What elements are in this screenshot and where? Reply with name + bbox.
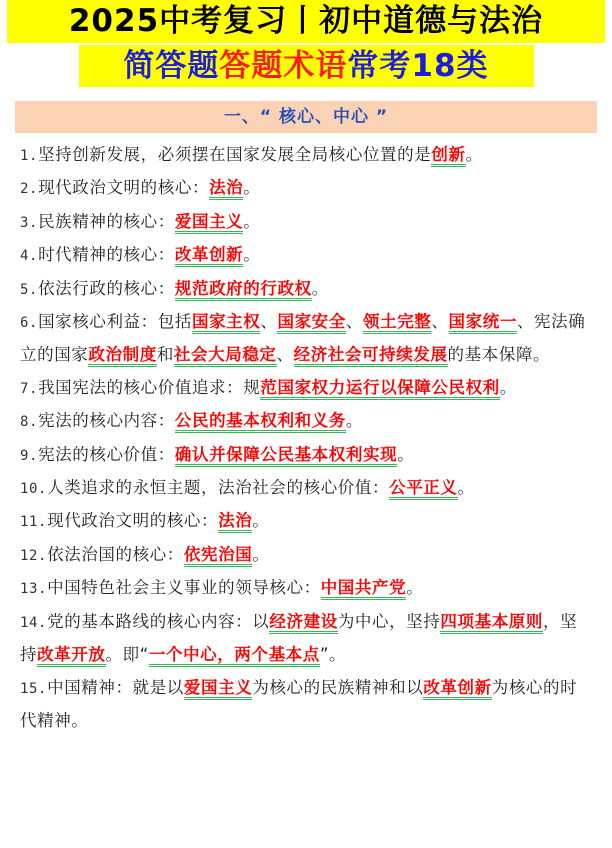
keyword: 国家安全 xyxy=(277,312,345,334)
item-text: 。即“ xyxy=(105,645,149,665)
item-text: 党的基本路线的核心内容：以 xyxy=(47,611,270,631)
item-number: 11. xyxy=(20,514,48,531)
item-text: 现代政治文明的核心： xyxy=(47,511,219,531)
page-subtitle xyxy=(79,45,534,87)
item-number: 8. xyxy=(20,414,39,431)
item-text: 为核心的民族精神和以 xyxy=(252,677,424,697)
keyword: 范国家权力运行以保障公民权利 xyxy=(260,378,499,400)
item-text: 和 xyxy=(156,345,174,365)
item-number: 9. xyxy=(20,447,39,464)
list-item xyxy=(20,139,592,172)
item-text: 时代精神的核心： xyxy=(38,245,175,265)
item-text: 国家核心利益：包括 xyxy=(38,312,192,332)
list-item xyxy=(20,505,592,538)
item-text: 中国特色社会主义事业的领导核心： xyxy=(47,578,321,598)
item-text: 宪法的核心价值： xyxy=(38,444,175,464)
item-text: ”。 xyxy=(319,645,347,665)
keyword: 公平正义 xyxy=(389,478,457,500)
list-item xyxy=(20,672,592,738)
list-item xyxy=(20,606,592,672)
item-text: 。 xyxy=(345,411,363,431)
item-number: 14. xyxy=(20,614,48,631)
list-item xyxy=(20,572,592,605)
item-text: 。 xyxy=(397,444,415,464)
item-text: 我国宪法的核心价值追求：规 xyxy=(38,377,261,397)
item-text: 人类追求的永恒主题，法治社会的核心价值： xyxy=(47,478,390,498)
item-number: 4. xyxy=(20,248,39,265)
subtitle-part-1: 简答题 xyxy=(123,48,220,84)
item-text: 为中心，坚持 xyxy=(337,611,441,631)
item-text: 、宪法确立的国家 xyxy=(20,312,586,365)
keyword: 确认并保障公民基本权利实现 xyxy=(175,445,397,467)
list-item xyxy=(20,439,592,472)
item-number: 12. xyxy=(20,547,48,564)
title-block xyxy=(0,0,612,87)
keyword: 法治 xyxy=(218,511,252,533)
keyword: 国家统一 xyxy=(449,312,517,334)
item-number: 2. xyxy=(20,181,39,198)
keyword: 法治 xyxy=(209,178,243,200)
item-text: 依法行政的核心： xyxy=(38,278,175,298)
keyword: 社会大局稳定 xyxy=(174,345,277,367)
term-list xyxy=(20,139,592,737)
item-text: 、 xyxy=(260,312,278,332)
item-text: 的基本保障。 xyxy=(447,345,551,365)
item-number: 15. xyxy=(20,680,48,697)
keyword: 一个中心，两个基本点 xyxy=(149,645,320,667)
item-number: 3. xyxy=(20,214,39,231)
keyword: 爱国主义 xyxy=(184,678,252,700)
item-text: 中国精神：就是以 xyxy=(47,677,184,697)
keyword: 改革开放 xyxy=(37,645,105,667)
item-text: 、 xyxy=(431,312,449,332)
list-item xyxy=(20,405,592,438)
item-text: 。 xyxy=(252,511,270,531)
item-text: 。 xyxy=(406,578,424,598)
item-text: 。 xyxy=(465,145,483,164)
item-text: 、 xyxy=(345,312,363,332)
item-text: 。 xyxy=(457,478,475,498)
keyword: 公民的基本权利和义务 xyxy=(175,411,346,433)
keyword: 四项基本原则 xyxy=(440,612,543,634)
list-item xyxy=(20,306,592,372)
keyword: 领土完整 xyxy=(363,312,431,334)
item-text: 民族精神的核心： xyxy=(38,211,175,231)
keyword: 规范政府的行政权 xyxy=(175,279,312,301)
keyword: 经济建设 xyxy=(269,612,337,634)
item-text: 。 xyxy=(243,211,261,231)
list-item xyxy=(20,472,592,505)
item-number: 5. xyxy=(20,281,39,298)
item-text: ，坚持 xyxy=(20,611,578,665)
list-item xyxy=(20,172,592,205)
section-heading-bar xyxy=(15,101,597,133)
item-text: 依法治国的核心： xyxy=(47,544,184,564)
item-number: 13. xyxy=(20,581,48,598)
item-text: 宪法的核心内容： xyxy=(38,411,175,431)
item-text: 。 xyxy=(252,544,270,564)
list-item xyxy=(20,239,592,272)
item-text: 。 xyxy=(243,178,261,198)
item-number: 7. xyxy=(20,380,39,397)
item-text: 。 xyxy=(311,278,329,298)
item-text: 坚持创新发展，必须摆在国家发展全局核心位置的是 xyxy=(38,145,432,164)
keyword: 中国共产党 xyxy=(321,578,407,600)
keyword: 国家主权 xyxy=(192,312,260,334)
list-item xyxy=(20,273,592,306)
item-number: 6. xyxy=(20,315,39,332)
item-number: 1. xyxy=(20,148,39,164)
keyword: 依宪治国 xyxy=(184,545,252,567)
section-heading: 一、“ 核心、中心 ” xyxy=(223,107,389,127)
subtitle-part-3: 常考18类 xyxy=(347,48,489,84)
item-number: 10. xyxy=(20,481,48,498)
keyword: 爱国主义 xyxy=(175,212,243,234)
keyword: 改革创新 xyxy=(423,678,491,700)
list-item xyxy=(20,372,592,405)
item-text: 。 xyxy=(243,245,261,265)
item-text: 为核心的时代精神。 xyxy=(20,677,578,730)
keyword: 改革创新 xyxy=(175,245,243,267)
list-item xyxy=(20,206,592,239)
subtitle-part-2: 答题术语 xyxy=(219,48,348,84)
page-title: 2025中考复习丨初中道德与法治 xyxy=(7,0,605,43)
list-item xyxy=(20,539,592,572)
item-text: 现代政治文明的核心： xyxy=(38,178,210,198)
keyword: 经济社会可持续发展 xyxy=(294,345,448,367)
keyword: 创新 xyxy=(431,145,465,167)
item-text: 。 xyxy=(499,377,517,397)
item-text: 、 xyxy=(276,345,294,365)
keyword: 政治制度 xyxy=(88,345,156,367)
